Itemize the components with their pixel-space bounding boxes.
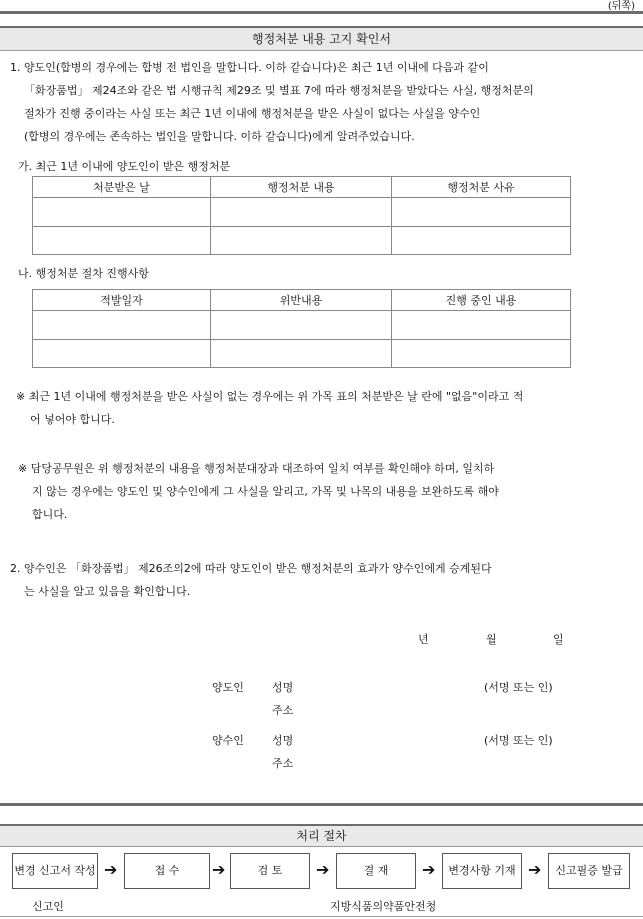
arrow-right-icon: ➔ (316, 860, 330, 879)
transferor-sign-label[interactable]: (서명 또는 인) (484, 681, 553, 694)
agency-label: 지방식품의약품안전청 (330, 900, 437, 913)
table-cell[interactable] (33, 311, 211, 340)
section1-text (10, 56, 534, 148)
table-cell[interactable] (211, 198, 392, 227)
table-ga-heading: 가. 최근 1년 이내에 양도인이 받은 행정처분 (18, 160, 231, 173)
step-receive: 접 수 (124, 853, 210, 889)
table-row (33, 227, 571, 255)
table-cell[interactable] (392, 311, 571, 340)
table-cell[interactable] (33, 198, 211, 227)
step-review: 검 토 (230, 853, 310, 889)
procedure-title: 처리 절차 (0, 826, 643, 846)
top-rule (0, 11, 643, 14)
transferee-name-label: 성명 (272, 734, 294, 747)
table-na-heading: 나. 행정처분 절차 진행사항 (18, 267, 149, 280)
table-row (33, 198, 571, 227)
section1-line: 1. 양도인(합병의 경우에는 합병 전 법인을 말합니다. 이하 같습니다)은 최근 1년 이내에 다음과 같이 (10, 61, 489, 74)
table-cell[interactable] (33, 340, 211, 368)
step-write-application: 변경 신고서 작성 (12, 853, 98, 889)
note-line: ※ 담당공무원은 위 행정처분의 내용을 행정처분대장과 대조하여 일치 여부를 확인해야 하며, 일치하 (18, 462, 495, 475)
table-header-row (33, 290, 571, 311)
section1-line: 「화장품법」 제24조와 같은 법 시행규칙 제29조 및 별표 7에 따라 행정처분을 받았다는 사실, 행정처분의 (24, 84, 534, 97)
table-cell[interactable] (211, 311, 392, 340)
step-approve: 결 재 (336, 853, 416, 889)
arrow-right-icon: ➔ (528, 860, 542, 879)
table-cell[interactable] (33, 227, 211, 255)
table-header-cell: 적발일자 (33, 290, 211, 311)
table-row (33, 340, 571, 368)
note-line: ※ 최근 1년 이내에 행정처분을 받은 사실이 없는 경우에는 위 가목 표의 처분받은 날 란에 "없음"이라고 적 (16, 390, 524, 403)
date-month-label: 월 (486, 633, 497, 646)
table-header-cell: 행정처분 내용 (211, 177, 392, 198)
table-na (32, 289, 571, 368)
arrow-right-icon: ➔ (212, 860, 226, 879)
section1-line: 절차가 진행 중이라는 사실 또는 최근 1년 이내에 행정처분을 받은 사실이 없다는 사실을 양수인 (24, 107, 481, 120)
transferee-sign-label[interactable]: (서명 또는 인) (484, 734, 553, 747)
transferor-name-label: 성명 (272, 681, 294, 694)
note-line: 합니다. (32, 508, 68, 521)
table-header-row (33, 177, 571, 198)
transferor-role: 양도인 (212, 681, 244, 694)
transferor-address-label: 주소 (272, 704, 294, 717)
form-bottom-rule (0, 803, 643, 806)
section2-line: 2. 양수인은 「화장품법」 제26조의2에 따라 양도인이 받은 행정처분의 효과가 양수인에게 승계된다 (10, 562, 492, 575)
table-cell[interactable] (392, 227, 571, 255)
table-header-cell: 처분받은 날 (33, 177, 211, 198)
page-title: 행정처분 내용 고지 확인서 (0, 28, 643, 50)
procedure-title-rule (0, 846, 643, 847)
section1-line: (합병의 경우에는 존속하는 법인을 말합니다. 이하 같습니다)에게 알려주었습니다. (24, 130, 415, 143)
arrow-right-icon: ➔ (104, 860, 118, 879)
table-ga (32, 176, 571, 255)
procedure-bottom-rule (0, 916, 643, 917)
note-no-action (16, 385, 523, 431)
table-header-cell: 행정처분 사유 (392, 177, 571, 198)
table-cell[interactable] (211, 227, 392, 255)
section2-line: 는 사실을 알고 있음을 확인합니다. (24, 585, 191, 598)
table-cell[interactable] (211, 340, 392, 368)
date-year-label: 년 (418, 633, 429, 646)
transferee-role: 양수인 (212, 734, 244, 747)
section2-text (10, 557, 492, 603)
arrow-right-icon: ➔ (422, 860, 436, 879)
table-header-cell: 위반내용 (211, 290, 392, 311)
step-issue-certificate: 신고필증 발급 (548, 853, 630, 889)
date-day-label: 일 (553, 633, 564, 646)
table-row (33, 311, 571, 340)
table-cell[interactable] (392, 340, 571, 368)
note-line: 지 않는 경우에는 양도인 및 양수인에게 그 사실을 알리고, 가목 및 나목의 내용을 보완하도록 해야 (32, 485, 499, 498)
note-official-check (18, 457, 499, 526)
transferee-address-label: 주소 (272, 757, 294, 770)
title-bottom-rule (0, 50, 643, 51)
table-header-cell: 진행 중인 내용 (392, 290, 571, 311)
page-side-label: (뒤쪽) (607, 1, 635, 12)
table-cell[interactable] (392, 198, 571, 227)
note-line: 어 넣어야 합니다. (30, 413, 115, 426)
applicant-label: 신고인 (32, 900, 64, 913)
step-record-changes: 변경사항 기재 (442, 853, 522, 889)
